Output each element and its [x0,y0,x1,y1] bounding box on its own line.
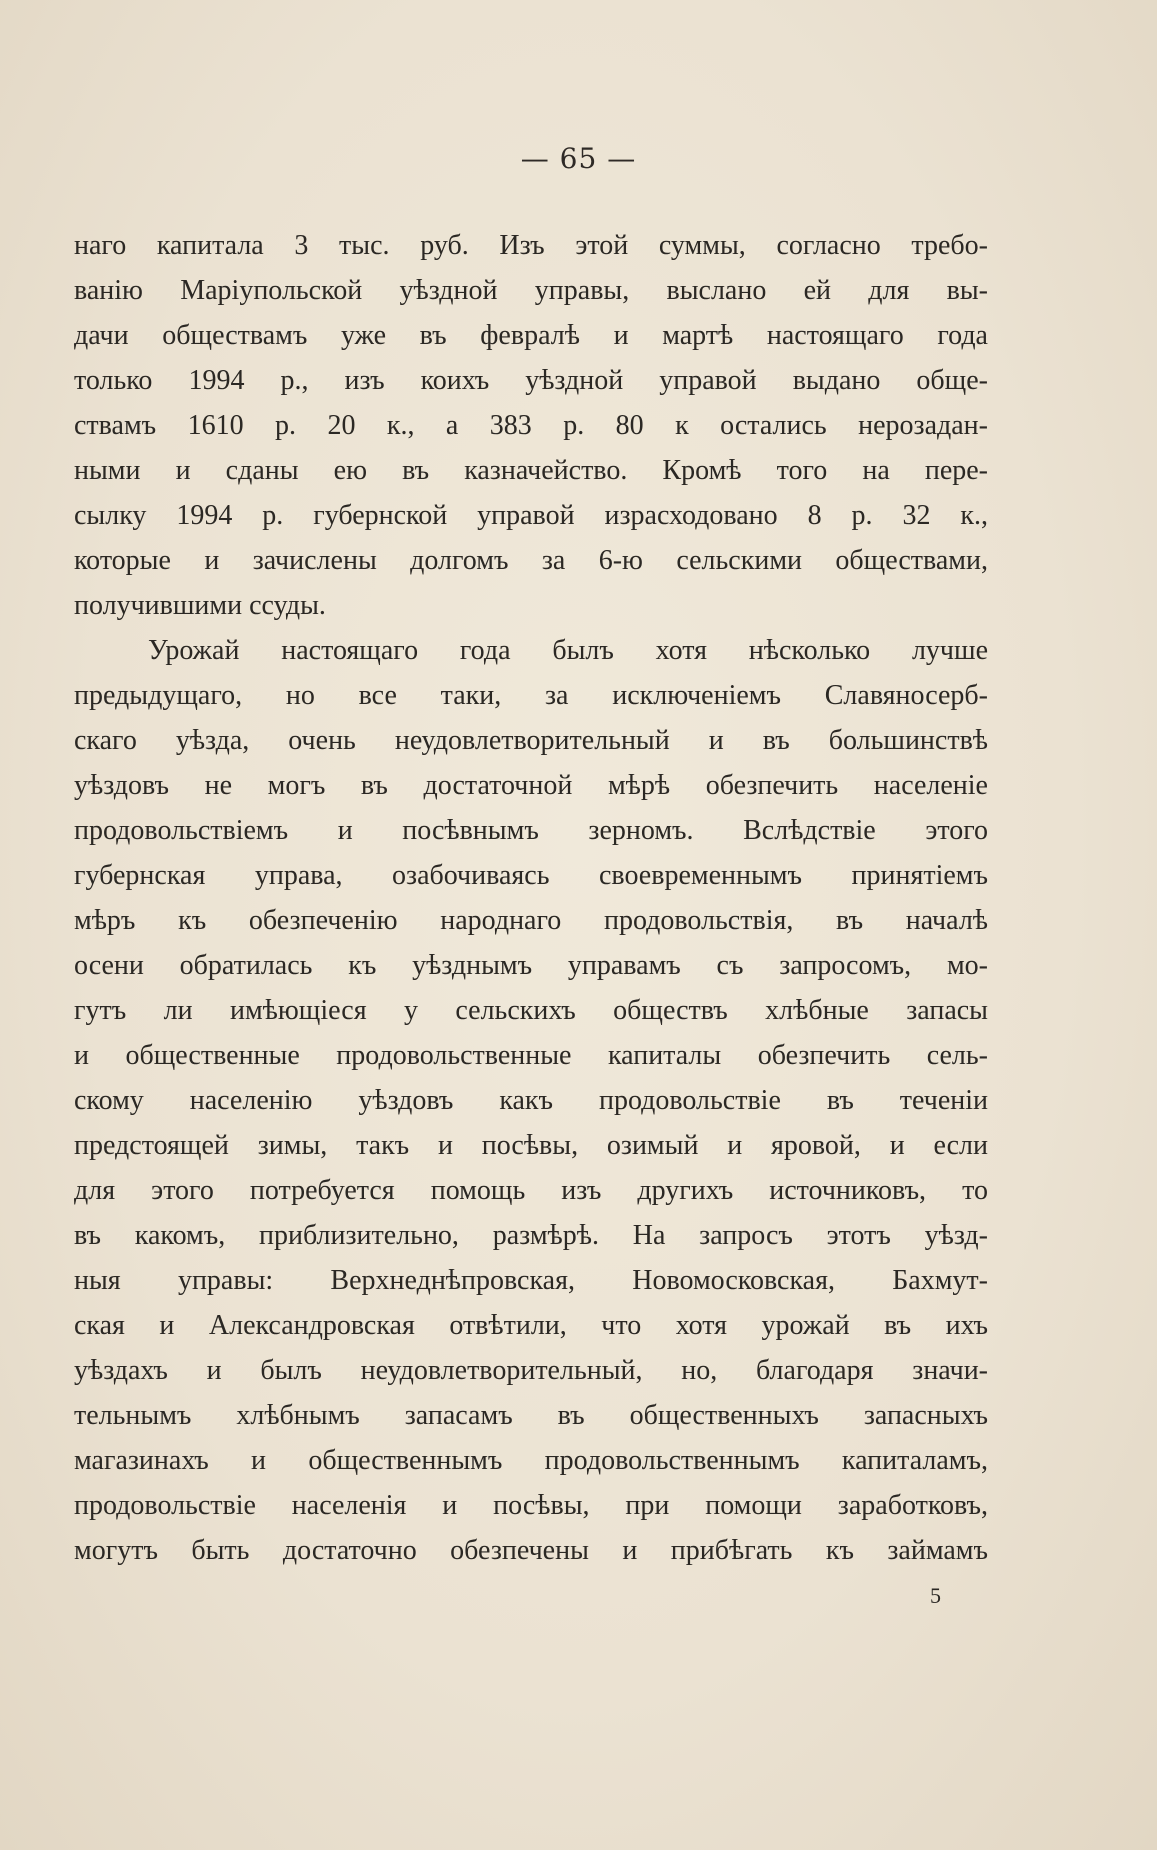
text-line: наго капитала 3 тыс. руб. Изъ этой суммы, согласно требо- [74,230,988,261]
text-line: и общественные продовольственные капиталы обезпечить сель- [74,1040,988,1071]
body-text [74,223,988,1573]
text-line: тельнымъ хлѣбнымъ запасамъ въ общественныхъ запасныхъ [74,1400,988,1431]
text-line: для этого потребуется помощь изъ другихъ источниковъ, то [74,1175,988,1206]
text-line: могутъ быть достаточно обезпечены и прибѣгать къ займамъ [74,1535,988,1566]
text-line: гутъ ли имѣющіеся у сельскихъ обществъ хлѣбные запасы [74,995,988,1026]
printer-signature-mark: 5 [930,1583,941,1608]
text-line: ствамъ 1610 р. 20 к., а 383 р. 80 к остались нерозадан- [74,410,988,441]
text-line: уѣздахъ и былъ неудовлетворительный, но, благодаря значи- [74,1355,988,1386]
paragraph-1 [74,223,988,628]
text-line: дачи обществамъ уже въ февралѣ и мартѣ настоящаго года [74,320,988,351]
text-line: магазинахъ и общественнымъ продовольственнымъ капиталамъ, [74,1445,988,1476]
text-line: ными и сданы ею въ казначейство. Кромѣ того на пере- [74,455,988,486]
text-line: сылку 1994 р. губернской управой израсходовано 8 р. 32 к., [74,500,988,531]
text-line: осени обратилась къ уѣзднымъ управамъ съ запросомъ, мо- [74,950,988,981]
text-line: ныя управы: Верхнеднѣпровская, Новомосковская, Бахмут- [74,1265,988,1296]
text-line: ванію Маріупольской уѣздной управы, выслано ей для вы- [74,275,988,306]
text-line: которые и зачислены долгомъ за 6-ю сельскими обществами, [74,545,988,576]
text-line: продовольствіемъ и посѣвнымъ зерномъ. Вслѣдствіе этого [74,815,988,846]
text-line: продовольствіе населенія и посѣвы, при помощи заработковъ, [74,1490,988,1521]
text-line: скаго уѣзда, очень неудовлетворительный и въ большинствѣ [74,725,988,756]
text-line: ская и Александровская отвѣтили, что хотя урожай въ ихъ [74,1310,988,1341]
text-line: въ какомъ, приблизительно, размѣрѣ. На запросъ этотъ уѣзд- [74,1220,988,1251]
page-number: — 65 — [520,142,637,175]
text-line: Урожай настоящаго года былъ хотя нѣсколько лучше [148,635,988,666]
text-line: предстоящей зимы, такъ и посѣвы, озимый и яровой, и если [74,1130,988,1161]
text-line: предыдущаго, но все таки, за исключеніемъ Славяносерб- [74,680,988,711]
paragraph-2 [74,628,988,1573]
text-line: получившими ссуды. [74,590,326,621]
text-line: губернская управа, озабочиваясь своевременнымъ принятіемъ [74,860,988,891]
text-line: только 1994 р., изъ коихъ уѣздной управой выдано обще- [74,365,988,396]
text-line: мѣръ къ обезпеченію народнаго продовольствія, въ началѣ [74,905,988,936]
text-line: уѣздовъ не могъ въ достаточной мѣрѣ обезпечить населеніе [74,770,988,801]
text-line: скому населенію уѣздовъ какъ продовольствіе въ теченіи [74,1085,988,1116]
